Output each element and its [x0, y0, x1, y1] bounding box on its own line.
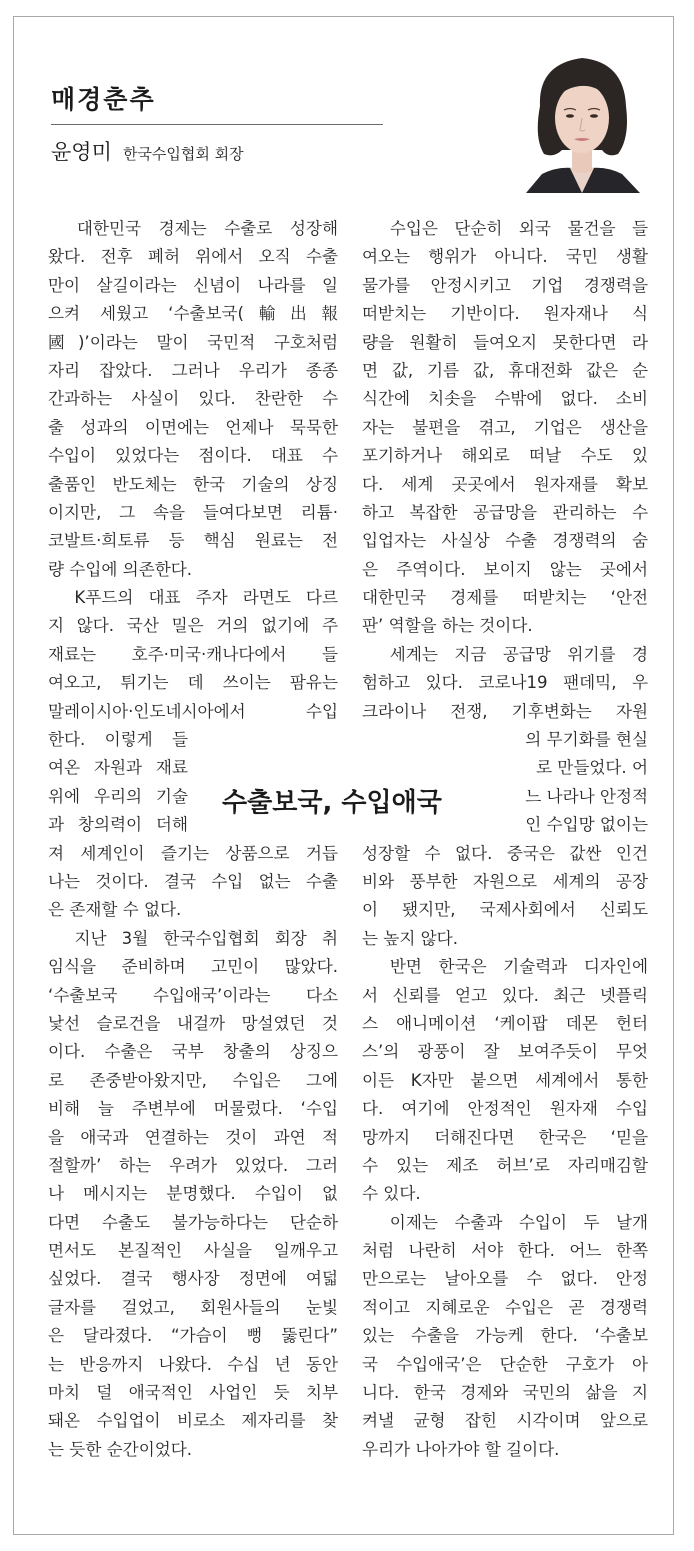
- text-line: 출품인 반도체는 한국 기술의 상징: [48, 474, 338, 494]
- text-line: 은 존재할 수 없다.: [48, 900, 182, 920]
- text-line: 면 값, 기름 값, 휴대전화 값은 순: [362, 360, 648, 380]
- text-line: 스’의 광풍이 잘 보여주듯이 무엇: [362, 1042, 648, 1062]
- text-line: 느 나라나 안정적: [525, 786, 648, 806]
- text-line: 을 애국과 연결하는 것이 과연 적: [48, 1127, 338, 1147]
- text-line: 자리 잡았다. 그러나 우리가 종종: [48, 360, 338, 380]
- text-line: 량을 원활히 들여오지 못한다면 라: [362, 332, 648, 352]
- text-line: 나는 것이다. 결국 수입 없는 수출: [48, 871, 338, 891]
- text-line: ‘수출보국 수입애국’이라는 다소: [48, 985, 338, 1005]
- text-line: 져 세계인이 즐기는 상품으로 거듭: [48, 843, 338, 863]
- text-line: 판’ 역할을 하는 것이다.: [362, 616, 533, 636]
- text-line: 로 존중받아왔지만, 수입은 그에: [48, 1070, 338, 1090]
- text-line: 지 않다. 국산 밀은 거의 없기에 주: [48, 616, 338, 636]
- text-line: 대한민국 경제는 수출로 성장해: [48, 219, 338, 238]
- text-line: 인 수입망 없이는: [525, 815, 648, 835]
- text-line: 만으로는 날아오를 수 없다. 안정: [362, 1269, 648, 1289]
- text-line: 코발트·희토류 등 핵심 원료는 전: [48, 531, 338, 551]
- article-headline: 수출보국, 수입애국: [222, 788, 442, 818]
- text-line: 이다. 수출은 국부 창출의 상징으: [48, 1042, 338, 1062]
- text-line: 물가를 안정시키고 기업 경쟁력을: [362, 275, 648, 295]
- text-line: 다. 여기에 안정적인 원자재 수입: [362, 1099, 648, 1119]
- text-line: 국 수입애국’은 단순한 구호가 아: [362, 1354, 648, 1374]
- text-line: 마치 덜 애국적인 사업인 듯 치부: [48, 1383, 338, 1403]
- article-left-column: [48, 215, 338, 1464]
- text-line: 여오고, 튀기는 데 쓰이는 팜유는: [48, 673, 338, 693]
- text-line: 수 있는 제조 허브’로 자리매김할: [362, 1155, 648, 1175]
- text-line: 출 성과의 이면에는 언제나 묵묵한: [48, 417, 338, 437]
- text-line: 하고 복잡한 공급망을 관리하는 수: [362, 502, 648, 522]
- header-divider: [51, 124, 383, 125]
- text-line: 는 듯한 순간이었다.: [48, 1439, 193, 1459]
- text-line: 임식을 준비하며 고민이 많았다.: [48, 957, 338, 977]
- text-line: 는 반응까지 나왔다. 수십 년 동안: [48, 1354, 338, 1374]
- text-line: 면서도 본질적인 사실을 일깨우고: [48, 1241, 338, 1261]
- text-line: 은 달라졌다. “가슴이 뻥 뚫린다”: [48, 1326, 338, 1346]
- text-line: 망까지 더해진다면 한국은 ‘믿을: [362, 1127, 648, 1147]
- text-line: 자는 불편을 겪고, 기업은 생산을: [362, 417, 648, 437]
- text-line: 지난 3월 한국수입협회 회장 취: [48, 928, 338, 948]
- text-line: 니다. 한국 경제와 국민의 삶을 지: [362, 1383, 648, 1403]
- text-line: 왔다. 전후 폐허 위에서 오직 수출: [48, 247, 338, 267]
- text-line: 떠받치는 기반이다. 원자재나 식: [362, 304, 648, 324]
- text-line: 재료는 호주·미국·캐나다에서 들: [48, 644, 338, 664]
- text-line: 로 만들었다. 어: [535, 758, 648, 778]
- text-line: 반면 한국은 기술력과 디자인에: [362, 957, 648, 977]
- text-line: 과 창의력이 더해: [48, 815, 188, 835]
- text-line: 으켜 세웠고 ‘수출보국(輸出報: [48, 304, 338, 324]
- text-line: 위에 우리의 기술: [48, 786, 188, 806]
- text-line: 낯선 슬로건을 내걸까 망설였던 것: [48, 1013, 338, 1033]
- byline: [51, 136, 244, 166]
- text-line: 수 있다.: [362, 1184, 421, 1204]
- text-line: 돼온 수입업이 비로소 제자리를 찾: [48, 1411, 338, 1431]
- article-right-column: [362, 215, 648, 1464]
- text-line: 비와 풍부한 자원으로 세계의 공장: [362, 871, 648, 891]
- text-line: 이제는 수출과 수입이 두 날개: [362, 1212, 648, 1232]
- text-line: 만이 살길이라는 신념이 나라를 일: [48, 275, 338, 295]
- text-line: 식간에 치솟을 수밖에 없다. 소비: [362, 389, 648, 409]
- text-line: K푸드의 대표 주자 라면도 다르: [48, 588, 338, 608]
- text-line: 다. 세계 곳곳에서 원자재를 확보: [362, 474, 648, 494]
- text-line: 스 애니메이션 ‘케이팝 데몬 헌터: [362, 1013, 648, 1033]
- author-name: 윤영미: [51, 140, 112, 164]
- text-line: 적이고 지혜로운 수입은 곧 경쟁력: [362, 1297, 648, 1317]
- text-line: 다면 수출도 불가능하다는 단순하: [48, 1212, 338, 1232]
- text-line: 수입은 단순히 외국 물건을 들: [362, 219, 648, 238]
- text-line: 있는 수출을 가능케 한다. ‘수출보: [362, 1326, 648, 1346]
- text-line: 는 높지 않다.: [362, 928, 458, 948]
- text-line: 켜낼 균형 잡힌 시각이며 앞으로: [362, 1411, 648, 1431]
- text-line: 포기하거나 해외로 떠날 수도 있: [362, 446, 648, 466]
- text-line: 험하고 있다. 코로나19 팬데믹, 우: [362, 673, 648, 693]
- text-line: 나 메시지는 분명했다. 수입이 없: [48, 1184, 338, 1204]
- text-line: 입업자는 사실상 수출 경쟁력의 숨: [362, 531, 648, 551]
- text-line: 수입이 있었다는 점이다. 대표 수: [48, 446, 338, 466]
- text-line: 절할까’ 하는 우려가 있었다. 그러: [48, 1155, 338, 1175]
- text-line: 國)’이라는 말이 국민적 구호처럼: [48, 332, 338, 352]
- text-line: 크라이나 전쟁, 기후변화는 자원: [362, 701, 648, 721]
- text-line: 간과하는 사실이 있다. 찬란한 수: [48, 389, 338, 409]
- text-line: 세계는 지금 공급망 위기를 경: [362, 644, 648, 664]
- text-line: 대한민국 경제를 떠받치는 ‘안전: [362, 588, 648, 608]
- text-line: 글자를 걸었고, 회원사들의 눈빛: [48, 1297, 338, 1317]
- text-line: 싶었다. 결국 행사장 정면에 여덟: [48, 1269, 338, 1289]
- text-line: 량 수입에 의존한다.: [48, 559, 193, 579]
- text-line: 이든 K자만 붙으면 세계에서 통한: [362, 1070, 648, 1090]
- text-line: 의 무기화를 현실: [525, 730, 648, 750]
- text-line: 말레이시아·인도네시아에서 수입: [48, 701, 338, 721]
- text-line: 한다. 이렇게 들: [48, 730, 188, 750]
- author-title: 한국수입협회 회장: [122, 145, 244, 163]
- text-line: 이지만, 그 속을 들여다보면 리튬·: [48, 502, 338, 522]
- text-line: 처럼 나란히 서야 한다. 어느 한쪽: [362, 1241, 648, 1261]
- text-line: 여온 자원과 재료: [48, 758, 188, 778]
- text-line: 우리가 나아가야 할 길이다.: [362, 1439, 560, 1459]
- text-line: 비해 늘 주변부에 머물렀다. ‘수입: [48, 1099, 338, 1119]
- text-line: 서 신뢰를 얻고 있다. 최근 넷플릭: [362, 985, 648, 1005]
- text-line: 여오는 행위가 아니다. 국민 생활: [362, 247, 648, 267]
- text-line: 은 주역이다. 보이지 않는 곳에서: [362, 559, 648, 579]
- text-line: 성장할 수 없다. 중국은 값싼 인건: [362, 843, 648, 863]
- column-name: 매경춘추: [51, 85, 156, 114]
- author-photo: [522, 46, 642, 193]
- portrait-image: [522, 46, 642, 193]
- text-line: 이 됐지만, 국제사회에서 신뢰도: [362, 900, 648, 920]
